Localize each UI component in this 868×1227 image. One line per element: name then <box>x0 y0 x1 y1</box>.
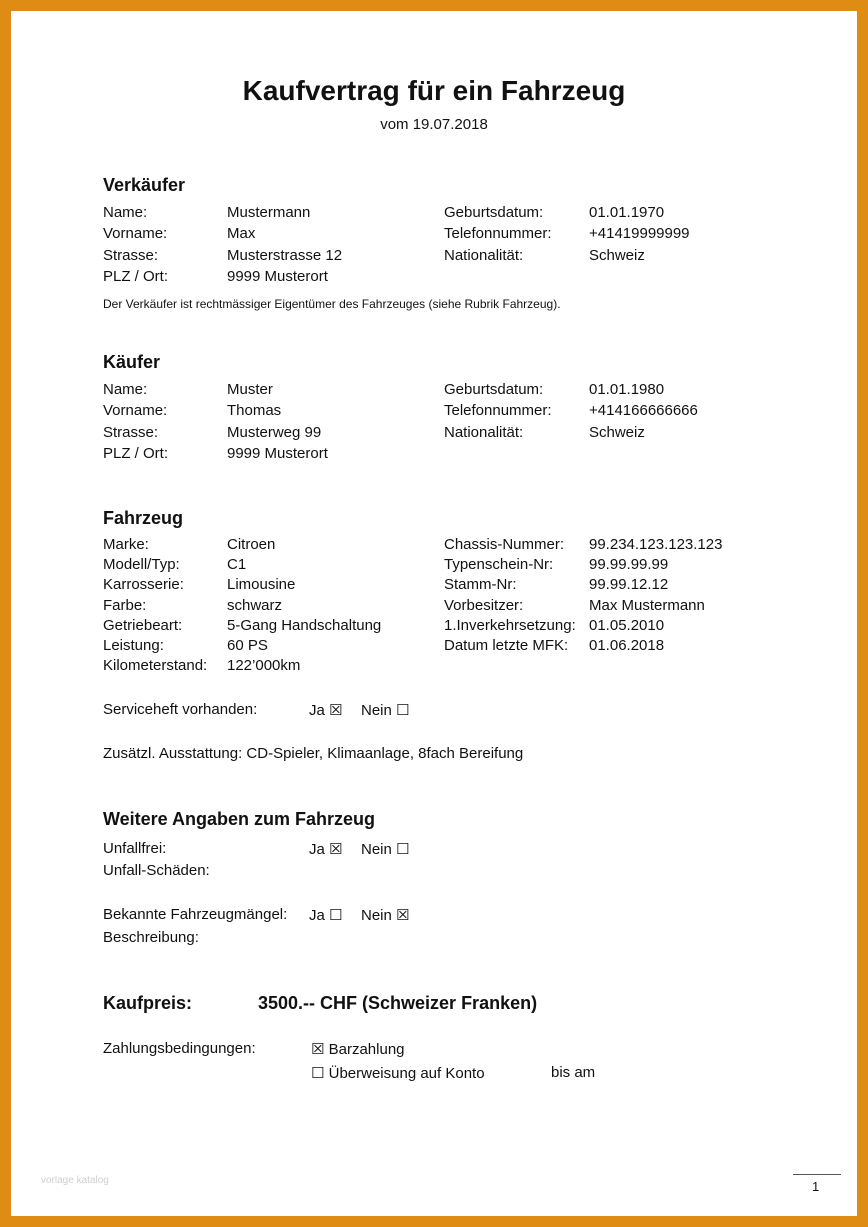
seller-firstname-label: Vorname: <box>103 225 168 242</box>
price-label: Kaufpreis: <box>103 993 193 1013</box>
document-title: Kaufvertrag für ein Fahrzeug <box>242 75 626 106</box>
seller-street-label: Strasse: <box>103 247 159 264</box>
vehicle-gearbox-value: 5-Gang Handschaltung <box>227 617 382 634</box>
vehicle-power-value: 60 PS <box>227 637 268 654</box>
accident-free-label: Unfallfrei: <box>103 840 167 857</box>
buyer-heading: Käufer <box>103 352 161 372</box>
vehicle-last-mfk-value: 01.06.2018 <box>589 637 665 654</box>
vehicle-color-label: Farbe: <box>103 597 147 614</box>
additional-equipment: Zusätzl. Ausstattung: CD-Spieler, Klimaanlage, 8fach Bereifung <box>103 745 524 762</box>
service-book-yes-checkbox[interactable]: Ja ☒ <box>309 702 343 719</box>
vehicle-make-value: Citroen <box>227 536 276 553</box>
seller-name-label: Name: <box>103 204 148 221</box>
buyer-phone-label: Telefonnummer: <box>444 402 552 419</box>
payment-until-label: bis am <box>551 1064 596 1081</box>
buyer-nationality-value: Schweiz <box>589 424 645 441</box>
seller-nationality-value: Schweiz <box>589 247 645 264</box>
payment-transfer-checkbox[interactable]: ☐ Überweisung auf Konto <box>311 1065 485 1082</box>
payment-terms-label: Zahlungsbedingungen: <box>103 1040 256 1057</box>
vehicle-last-mfk-label: Datum letzte MFK: <box>444 637 569 654</box>
known-defects-no-checkbox[interactable]: Nein ☒ <box>361 907 410 924</box>
accident-damage-label: Unfall-Schäden: <box>103 862 210 879</box>
page-number: 1 <box>812 1179 820 1194</box>
vehicle-power-label: Leistung: <box>103 637 164 654</box>
footer-divider <box>793 1174 841 1175</box>
buyer-firstname-value: Thomas <box>227 402 282 419</box>
watermark-text: vorlage katalog <box>41 1175 109 1186</box>
buyer-firstname-label: Vorname: <box>103 402 168 419</box>
vehicle-typecert-label: Typenschein-Nr: <box>444 556 554 573</box>
vehicle-color-value: schwarz <box>227 597 283 614</box>
seller-phone-label: Telefonnummer: <box>444 225 552 242</box>
seller-name-value: Mustermann <box>227 204 311 221</box>
seller-birthdate-label: Geburtsdatum: <box>444 204 544 221</box>
buyer-birthdate-value: 01.01.1980 <box>589 381 665 398</box>
vehicle-previous-owner-label: Vorbesitzer: <box>444 597 524 614</box>
document-date: vom 19.07.2018 <box>380 116 488 133</box>
buyer-name-label: Name: <box>103 381 148 398</box>
seller-city-value: 9999 Musterort <box>227 268 328 285</box>
document-page <box>11 11 857 1216</box>
vehicle-chassis-value: 99.234.123.123.123 <box>589 536 723 553</box>
known-defects-label: Bekannte Fahrzeugmängel: <box>103 906 288 923</box>
vehicle-make-label: Marke: <box>103 536 149 553</box>
payment-cash-checkbox[interactable]: ☒ Barzahlung <box>311 1041 405 1058</box>
price-value: 3500.-- CHF (Schweizer Franken) <box>258 993 538 1013</box>
vehicle-typecert-value: 99.99.99.99 <box>589 556 669 573</box>
buyer-city-label: PLZ / Ort: <box>103 445 169 462</box>
seller-street-value: Musterstrasse 12 <box>227 247 343 264</box>
service-book-label: Serviceheft vorhanden: <box>103 701 258 718</box>
accident-free-yes-checkbox[interactable]: Ja ☒ <box>309 841 343 858</box>
accident-free-no-checkbox[interactable]: Nein ☐ <box>361 841 410 858</box>
known-defects-yes-checkbox[interactable]: Ja ☐ <box>309 907 343 924</box>
vehicle-stammnr-label: Stamm-Nr: <box>444 576 517 593</box>
vehicle-model-label: Modell/Typ: <box>103 556 180 573</box>
buyer-city-value: 9999 Musterort <box>227 445 328 462</box>
seller-heading: Verkäufer <box>103 175 186 195</box>
buyer-birthdate-label: Geburtsdatum: <box>444 381 544 398</box>
service-book-no-checkbox[interactable]: Nein ☐ <box>361 702 410 719</box>
further-info-heading: Weitere Angaben zum Fahrzeug <box>103 809 376 829</box>
seller-nationality-label: Nationalität: <box>444 247 524 264</box>
buyer-phone-value: +414166666666 <box>589 402 698 419</box>
vehicle-heading: Fahrzeug <box>103 508 184 528</box>
buyer-name-value: Muster <box>227 381 273 398</box>
vehicle-gearbox-label: Getriebeart: <box>103 617 183 634</box>
vehicle-mileage-label: Kilometerstand: <box>103 657 208 674</box>
vehicle-previous-owner-value: Max Mustermann <box>589 597 705 614</box>
vehicle-model-value: C1 <box>227 556 247 573</box>
seller-phone-value: +41419999999 <box>589 225 690 242</box>
buyer-street-value: Musterweg 99 <box>227 424 322 441</box>
vehicle-body-value: Limousine <box>227 576 296 593</box>
seller-city-label: PLZ / Ort: <box>103 268 169 285</box>
buyer-nationality-label: Nationalität: <box>444 424 524 441</box>
seller-ownership-note: Der Verkäufer ist rechtmässiger Eigentümer des Fahrzeuges (siehe Rubrik Fahrzeug). <box>103 297 561 311</box>
vehicle-chassis-label: Chassis-Nummer: <box>444 536 565 553</box>
vehicle-first-registration-label: 1.Inverkehrsetzung: <box>444 617 576 634</box>
vehicle-body-label: Karrosserie: <box>103 576 184 593</box>
description-label: Beschreibung: <box>103 929 199 946</box>
buyer-street-label: Strasse: <box>103 424 159 441</box>
vehicle-mileage-value: 122’000km <box>227 657 301 674</box>
vehicle-first-registration-value: 01.05.2010 <box>589 617 665 634</box>
vehicle-stammnr-value: 99.99.12.12 <box>589 576 669 593</box>
seller-birthdate-value: 01.01.1970 <box>589 204 665 221</box>
seller-firstname-value: Max <box>227 225 256 242</box>
